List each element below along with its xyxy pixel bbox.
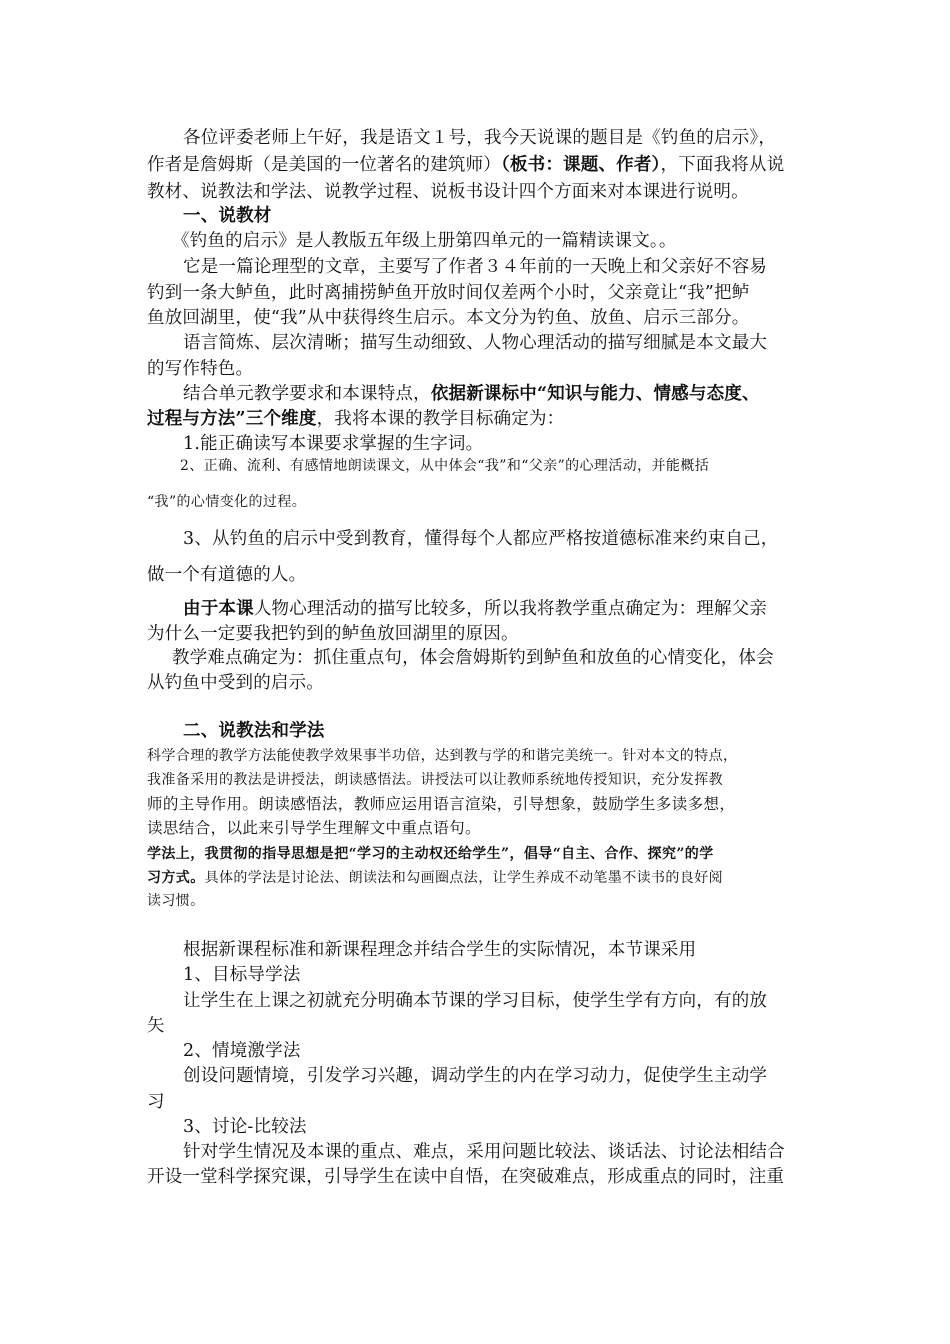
method-line-2: 我准备采用的教法是讲授法，朗读感悟法。讲授法可以让教师系统地传授知识，充分发挥教 <box>147 772 723 788</box>
objectives-emphasis-2: 过程与方法”三个维度 <box>147 409 317 429</box>
textbook-intro: 《钓鱼的启示》是人教版五年级上册第四单元的一篇精读课文。。 <box>172 231 677 251</box>
intro-line-2-tail: ，下面我将从说 <box>660 155 785 175</box>
approach-1-title: 1、目标导学法 <box>183 965 301 985</box>
approach-intro: 根据新课程标准和新课程理念并结合学生的实际情况，本节课采用 <box>183 940 697 960</box>
intro-line-1: 各位评委老师上午好，我是语文１号，我今天说课的题目是《钓鱼的启示》， <box>183 128 777 148</box>
style-line-2: 的写作特色。 <box>147 359 254 379</box>
study-line-2 <box>147 867 817 889</box>
intro-line-2-text: 作者是詹姆斯（是美国的一位著名的建筑师） <box>147 155 501 175</box>
approach-2-title: 2、情境激学法 <box>183 1041 301 1061</box>
summary-line-2: 钓到一条大鲈鱼，此时离捕捞鲈鱼开放时间仅差两个小时，父亲竟让“我”把鲈 <box>147 283 750 303</box>
method-line-4: 读思结合，以此来引导学生理解文中重点语句。 <box>147 819 481 837</box>
key-point-text: 人物心理活动的描写比较多，所以我将教学重点确定为：理解父亲 <box>253 599 768 619</box>
approach-1-line-1: 让学生在上课之初就充分明确本节课的学习目标，使学生学有方向，有的放 <box>183 991 768 1011</box>
objectives-line-1 <box>183 381 817 407</box>
difficulty-line-2: 从钓鱼中受到的启示。 <box>147 673 324 693</box>
study-text: 具体的学法是讨论法、朗读法和勾画圈点法，让学生养成不动笔墨不读书的良好阅 <box>204 870 724 886</box>
goal-3-line-2: 做一个有道德的人。 <box>147 565 307 585</box>
approach-1-line-2: 矢 <box>147 1016 165 1036</box>
objectives-line-2 <box>147 406 817 432</box>
intro-line-2 <box>147 152 817 178</box>
goal-2-line-2: “我”的心情变化的过程。 <box>147 494 307 510</box>
key-point-line-2: 为什么一定要我把钓到的鲈鱼放回湖里的原因。 <box>147 624 519 644</box>
goal-3-line-1: 3、从钓鱼的启示中受到教育，懂得每个人都应严格按道德标准来约束自己， <box>183 529 779 549</box>
summary-line-3: 鱼放回湖里，使“我”从中获得终生启示。本文分为钓鱼、放鱼、启示三部分。 <box>147 308 750 328</box>
approach-3-line-2: 开设一堂科学探究课，引导学生在读中自悟，在突破难点，形成重点的同时，注重 <box>147 1167 785 1187</box>
objectives-text: 结合单元教学要求和本课特点， <box>183 384 431 404</box>
approach-3-line-1: 针对学生情况及本课的重点、难点，采用问题比较法、谈话法、讨论法相结合 <box>183 1142 785 1162</box>
board-note: （板书：课题、作者） <box>501 155 661 175</box>
difficulty-line-1: 教学难点确定为：抓住重点句，体会詹姆斯钓到鲈鱼和放鱼的心情变化，体会 <box>172 648 774 668</box>
key-point-emphasis: 由于本课 <box>183 599 254 619</box>
intro-line-3: 教材、说教法和学法、说教学过程、说板书设计四个方面来对本课进行说明。 <box>147 182 749 202</box>
summary-line-1: 它是一篇论理型的文章，主要写了作者３４年前的一天晚上和父亲好不容易 <box>183 257 768 277</box>
goal-2-line-1: 2、正确、流利、有感情地朗读课文，从中体会“我”和“父亲”的心理活动，并能概括 <box>180 458 710 474</box>
key-point-line-1 <box>183 596 817 622</box>
objectives-emphasis: 依据新课标中“知识与能力、情感与态度、 <box>430 384 760 404</box>
study-line-1: 学法上，我贯彻的指导思想是把“学习的主动权还给学生”，倡导“自主、合作、探究”的学 <box>147 846 714 862</box>
section-1-heading: 一、说教材 <box>183 206 272 226</box>
style-line-1: 语言简炼、层次清晰；描写生动细致、人物心理活动的描写细腻是本文最大 <box>183 333 768 353</box>
method-line-3: 师的主导作用。朗读感悟法，教师应运用语言渲染，引导想象，鼓励学生多读多想， <box>147 795 736 813</box>
approach-2-line-2: 习 <box>147 1092 165 1112</box>
study-emphasis: 习方式。 <box>147 870 205 886</box>
objectives-text-2: ，我将本课的教学目标确定为： <box>316 409 565 429</box>
approach-3-title: 3、讨论-比较法 <box>183 1117 307 1137</box>
section-2-heading: 二、说教法和学法 <box>183 721 325 741</box>
goal-1: 1.能正确读写本课要求掌握的生字词。 <box>183 434 484 454</box>
method-line-1: 科学合理的教学方法能使教学效果事半功倍，达到教与学的和谐完美统一。针对本文的特点， <box>147 748 738 764</box>
approach-2-line-1: 创设问题情境，引发学习兴趣，调动学生的内在学习动力，促使学生主动学 <box>183 1066 768 1086</box>
study-line-3: 读习惯。 <box>147 893 205 909</box>
